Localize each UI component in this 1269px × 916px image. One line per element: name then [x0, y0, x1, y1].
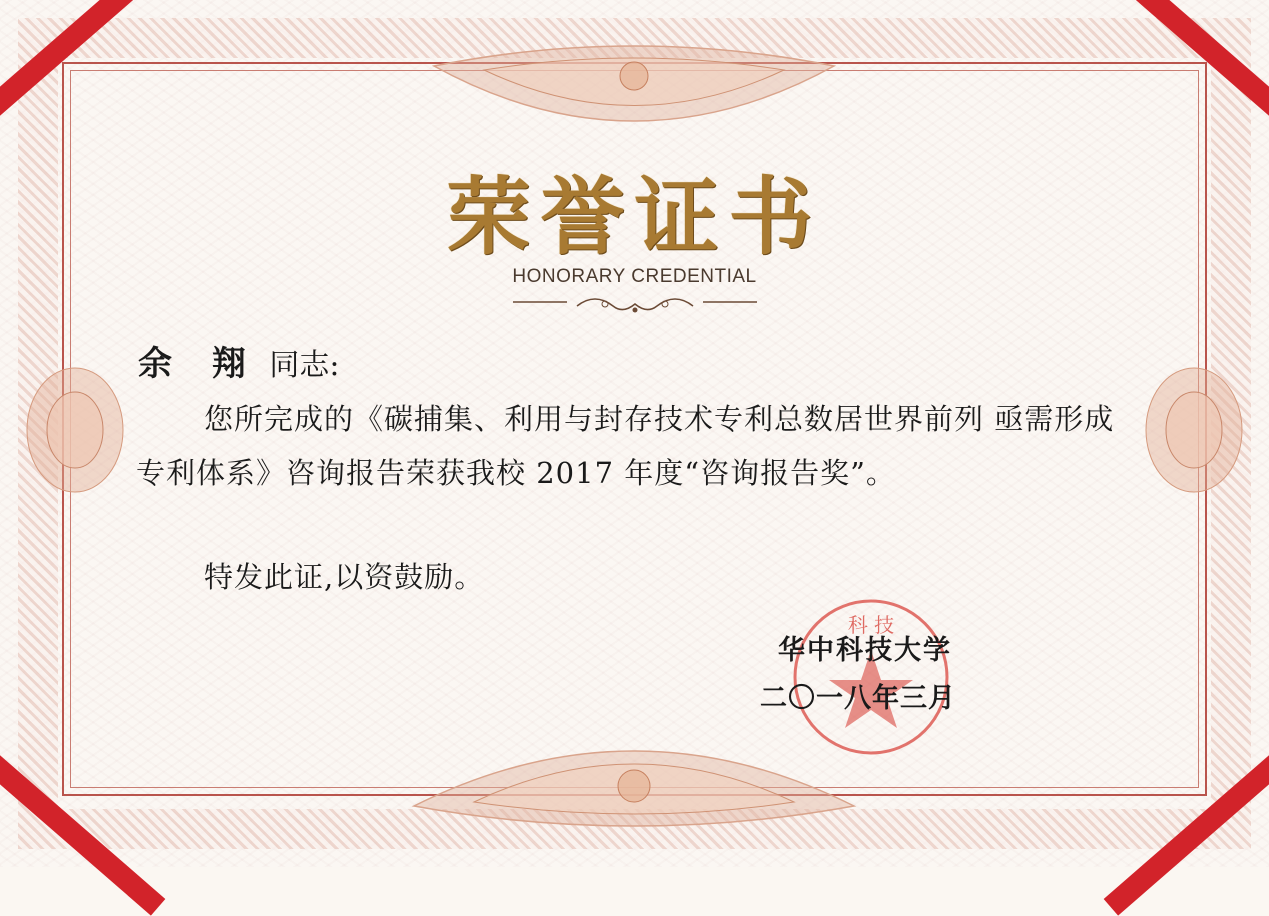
- recipient-suffix: 同志:: [269, 348, 340, 383]
- certificate-closing: 特发此证,以资鼓励。: [204, 560, 485, 594]
- top-ornament-icon: [424, 36, 844, 146]
- issuer-name: 华中科技大学: [778, 635, 952, 666]
- issue-date: 二〇一八年三月: [760, 683, 956, 714]
- recipient-line: [138, 336, 340, 385]
- certificate-subtitle: HONORARY CREDENTIAL: [512, 266, 757, 287]
- left-rosette-icon: [20, 360, 130, 500]
- flourish-divider-icon: [505, 290, 765, 320]
- recipient-name: 余 翔: [138, 344, 260, 384]
- certificate-title: 荣誉证书: [446, 168, 823, 266]
- svg-text:科 技: 科 技: [847, 613, 895, 637]
- certificate-body: 您所完成的《碳捕集、利用与封存技术专利总数居世界前列 亟需形成专利体系》咨询报告荣获我校 2017 年度“咨询报告奖”。: [136, 402, 1115, 490]
- right-rosette-icon: [1139, 360, 1249, 500]
